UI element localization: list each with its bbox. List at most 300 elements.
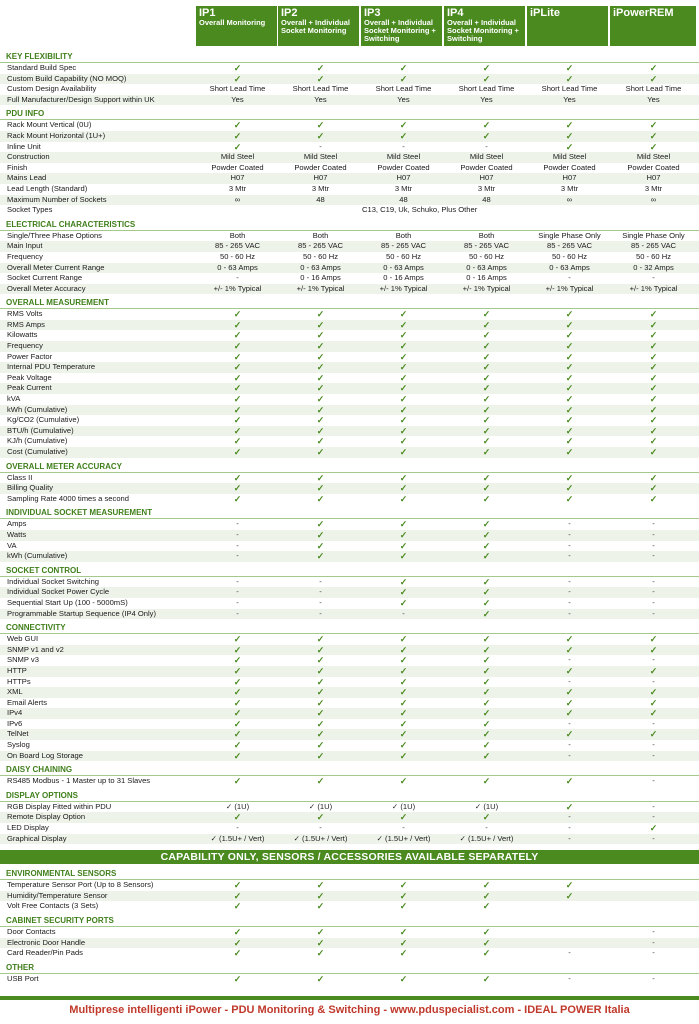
check-icon: ✓ (316, 676, 325, 687)
table-row (0, 330, 699, 341)
check-icon: ✓ (482, 948, 491, 959)
check-icon: ✓ (233, 436, 242, 447)
check-icon: ✓ (316, 472, 325, 483)
check-icon: ✓ (399, 927, 408, 937)
table-cell: H07 (646, 173, 661, 183)
table-row (0, 63, 699, 74)
check-icon: ✓ (233, 319, 242, 330)
check-icon: ✓ (233, 937, 242, 948)
table-cell: - (402, 141, 405, 151)
column-header-iplite (527, 6, 608, 46)
table-cell: Mild Steel (469, 152, 504, 162)
check-icon: ✓ (316, 973, 325, 984)
check-icon: ✓ (482, 362, 491, 373)
check-icon: ✓ (649, 63, 658, 73)
table-cell: - (236, 597, 239, 607)
table-cell: ∞ (566, 194, 573, 204)
check-icon: ✓ (399, 341, 408, 352)
table-row (0, 729, 699, 740)
table-cell: ✓ (1U) (474, 801, 499, 811)
check-icon: ✓ (649, 372, 658, 383)
table-row (0, 812, 699, 823)
check-icon: ✓ (233, 708, 242, 719)
row-label: Syslog (7, 740, 30, 750)
column-name: IP3 (364, 7, 381, 19)
row-label: Rack Mount Horizontal (1U+) (7, 130, 106, 140)
table-row (0, 394, 699, 405)
check-icon: ✓ (233, 697, 242, 708)
check-icon: ✓ (649, 425, 658, 436)
check-icon: ✓ (565, 436, 574, 447)
table-cell: Mild Steel (303, 152, 338, 162)
column-desc: Overall + Individual Socket Monitoring + Switching (364, 18, 436, 43)
footer-text: Multiprese intelligenti iPower - PDU Monitoring & Switching - www.pduspecialist.com - IDEAL POWER Italia (69, 1004, 630, 1016)
check-icon: ✓ (399, 729, 408, 740)
table-cell: 0 - 63 Amps (466, 262, 507, 272)
table-row (0, 231, 699, 242)
table-cell: - (652, 937, 655, 947)
row-label: Cost (Cumulative) (7, 447, 68, 456)
table-row (0, 698, 699, 709)
row-label: kWh (Cumulative) (7, 404, 68, 414)
table-cell: - (485, 141, 488, 151)
table-cell: ✓ (1U) (308, 801, 333, 811)
check-icon: ✓ (565, 73, 574, 84)
table-row (0, 708, 699, 719)
table-cell: C13, C19, Uk, Schuko, Plus Other (362, 205, 478, 215)
column-header-row (0, 0, 699, 48)
check-icon: ✓ (233, 404, 242, 415)
check-icon: ✓ (316, 740, 325, 751)
row-label: Finish (7, 162, 28, 172)
table-row (0, 131, 699, 142)
column-header-ip2 (278, 6, 359, 46)
check-icon: ✓ (399, 372, 408, 383)
table-cell: - (568, 750, 571, 760)
table-cell: 0 - 16 Amps (466, 273, 507, 283)
check-icon: ✓ (316, 655, 325, 666)
table-cell: Yes (314, 94, 327, 104)
table-cell: 50 - 60 Hz (551, 251, 588, 261)
check-icon: ✓ (316, 634, 325, 645)
table-row (0, 362, 699, 373)
table-cell: 50 - 60 Hz (302, 251, 339, 261)
check-icon: ✓ (316, 718, 325, 729)
check-icon: ✓ (482, 529, 491, 540)
check-icon: ✓ (316, 687, 325, 698)
row-label: Rack Mount Vertical (0U) (7, 120, 92, 130)
table-cell: - (652, 608, 655, 618)
check-icon: ✓ (399, 130, 408, 141)
table-cell: Yes (397, 94, 410, 104)
check-icon: ✓ (399, 740, 408, 751)
check-icon: ✓ (233, 130, 242, 141)
check-icon: ✓ (316, 120, 325, 131)
check-icon: ✓ (649, 665, 658, 676)
table-row (0, 719, 699, 730)
check-icon: ✓ (482, 63, 491, 73)
check-icon: ✓ (399, 576, 408, 587)
table-cell: +/- 1% Typical (462, 283, 511, 293)
row-label: kWh (Cumulative) (7, 551, 68, 561)
check-icon: ✓ (316, 341, 325, 352)
table-row (0, 320, 699, 331)
check-icon: ✓ (399, 697, 408, 708)
check-icon: ✓ (482, 415, 491, 426)
check-icon: ✓ (233, 750, 242, 761)
table-row (0, 483, 699, 494)
table-cell: 50 - 60 Hz (385, 251, 422, 261)
row-label: Overall Meter Current Range (7, 262, 105, 272)
check-icon: ✓ (233, 341, 242, 352)
table-cell: - (652, 587, 655, 597)
check-icon: ✓ (316, 890, 325, 901)
row-label: Maximum Number of Sockets (7, 194, 107, 204)
check-icon: ✓ (482, 551, 491, 562)
check-icon: ✓ (565, 120, 574, 131)
check-icon: ✓ (316, 948, 325, 959)
table-cell: - (568, 587, 571, 597)
table-cell: - (652, 597, 655, 607)
check-icon: ✓ (482, 436, 491, 447)
table-cell: - (568, 973, 571, 983)
check-icon: ✓ (399, 447, 408, 457)
table-cell: - (485, 823, 488, 833)
check-icon: ✓ (316, 404, 325, 415)
check-icon: ✓ (399, 776, 408, 787)
table-row (0, 927, 699, 938)
row-label: Door Contacts (7, 927, 56, 936)
table-cell: Powder Coated (543, 162, 596, 172)
check-icon: ✓ (649, 687, 658, 698)
row-label: LED Display (7, 823, 49, 833)
table-row (0, 494, 699, 505)
table-cell: 48 (399, 194, 408, 204)
check-icon: ✓ (649, 644, 658, 655)
check-icon: ✓ (316, 447, 325, 457)
check-icon: ✓ (565, 687, 574, 698)
row-label: Lead Length (Standard) (7, 183, 88, 193)
table-cell: +/- 1% Typical (213, 283, 262, 293)
table-cell: - (568, 551, 571, 561)
check-icon: ✓ (399, 330, 408, 341)
table-row (0, 598, 699, 609)
row-label: SNMP v3 (7, 655, 39, 665)
row-label: Socket Current Range (7, 273, 83, 283)
check-icon: ✓ (316, 697, 325, 708)
table-cell: 3 Mtr (560, 183, 579, 193)
table-cell: 48 (316, 194, 325, 204)
column-header-ipowerrem (610, 6, 696, 46)
table-cell: 3 Mtr (394, 183, 413, 193)
check-icon: ✓ (482, 576, 491, 587)
check-icon: ✓ (565, 141, 574, 152)
table-cell: Powder Coated (627, 162, 680, 172)
check-icon: ✓ (316, 901, 325, 912)
table-cell: Yes (480, 94, 493, 104)
check-icon: ✓ (399, 493, 408, 504)
table-cell: Short Lead Time (458, 84, 515, 94)
table-row (0, 891, 699, 902)
check-icon: ✓ (649, 362, 658, 373)
row-label: KJ/h (Cumulative) (7, 436, 68, 446)
column-header-ip3 (361, 6, 442, 46)
check-icon: ✓ (399, 665, 408, 676)
check-icon: ✓ (316, 330, 325, 341)
row-label: Mains Lead (7, 173, 47, 183)
row-label: SNMP v1 and v2 (7, 644, 64, 654)
row-label: Sampling Rate 4000 times a second (7, 493, 129, 503)
check-icon: ✓ (233, 330, 242, 341)
table-cell: +/- 1% Typical (296, 283, 345, 293)
table-cell: - (236, 551, 239, 561)
check-icon: ✓ (649, 634, 658, 645)
table-cell: - (319, 576, 322, 586)
table-cell: Single Phase Only (538, 230, 601, 240)
table-cell: ✓ (1U) (225, 801, 250, 811)
check-icon: ✓ (399, 750, 408, 761)
check-icon: ✓ (565, 776, 574, 787)
section-heading-overall-meter-accuracy: OVERALL METER ACCURACY (0, 461, 699, 473)
table-cell: - (568, 655, 571, 665)
check-icon: ✓ (316, 750, 325, 761)
column-desc: Overall + Individual Socket Monitoring (281, 18, 350, 35)
check-icon: ✓ (399, 309, 408, 320)
table-cell: - (568, 948, 571, 958)
check-icon: ✓ (482, 404, 491, 415)
check-icon: ✓ (565, 644, 574, 655)
row-label: Kg/CO2 (Cumulative) (7, 415, 80, 425)
row-label: USB Port (7, 973, 39, 983)
check-icon: ✓ (233, 644, 242, 655)
table-cell: - (652, 529, 655, 539)
check-icon: ✓ (649, 447, 658, 457)
check-icon: ✓ (565, 330, 574, 341)
table-row (0, 587, 699, 598)
check-icon: ✓ (233, 665, 242, 676)
check-icon: ✓ (565, 665, 574, 676)
check-icon: ✓ (649, 341, 658, 352)
check-icon: ✓ (649, 436, 658, 447)
check-icon: ✓ (233, 718, 242, 729)
row-label: Internal PDU Temperature (7, 362, 96, 372)
table-cell: - (568, 519, 571, 529)
table-row (0, 352, 699, 363)
check-icon: ✓ (316, 708, 325, 719)
check-icon: ✓ (316, 483, 325, 494)
check-icon: ✓ (399, 687, 408, 698)
row-label: RMS Amps (7, 319, 45, 329)
table-row (0, 541, 699, 552)
check-icon: ✓ (565, 472, 574, 483)
table-row (0, 938, 699, 949)
check-icon: ✓ (233, 927, 242, 937)
row-label: IPv6 (7, 718, 23, 728)
table-cell: Mild Steel (552, 152, 587, 162)
table-cell: - (236, 529, 239, 539)
check-icon: ✓ (482, 729, 491, 740)
check-icon: ✓ (399, 415, 408, 426)
table-cell: Short Lead Time (625, 84, 682, 94)
check-icon: ✓ (565, 372, 574, 383)
check-icon: ✓ (482, 927, 491, 937)
table-cell: 48 (482, 194, 491, 204)
table-cell: 0 - 32 Amps (633, 262, 674, 272)
table-cell: - (319, 141, 322, 151)
table-row (0, 341, 699, 352)
check-icon: ✓ (233, 493, 242, 504)
check-icon: ✓ (233, 776, 242, 787)
check-icon: ✓ (482, 776, 491, 787)
row-label: Custom Design Availability (7, 84, 97, 94)
table-row (0, 666, 699, 677)
table-cell: - (236, 587, 239, 597)
table-row (0, 687, 699, 698)
check-icon: ✓ (649, 483, 658, 494)
table-row (0, 519, 699, 530)
check-icon: ✓ (649, 309, 658, 320)
table-cell: - (652, 740, 655, 750)
table-cell: 0 - 16 Amps (300, 273, 341, 283)
check-icon: ✓ (565, 880, 574, 891)
check-icon: ✓ (482, 890, 491, 901)
row-label: RGB Display Fitted within PDU (7, 801, 112, 811)
table-cell: 85 - 265 VAC (463, 241, 510, 251)
table-cell: 0 - 63 Amps (549, 262, 590, 272)
row-label: Card Reader/Pin Pads (7, 948, 83, 958)
check-icon: ✓ (565, 483, 574, 494)
table-cell: Yes (563, 94, 576, 104)
check-icon: ✓ (399, 948, 408, 959)
row-label: Email Alerts (7, 697, 48, 707)
table-row (0, 95, 699, 106)
column-name: iPowerREM (613, 7, 674, 19)
table-row (0, 645, 699, 656)
row-label: RMS Volts (7, 309, 43, 319)
row-label: Sequential Start Up (100 - 5000mS) (7, 597, 128, 607)
table-cell: 85 - 265 VAC (297, 241, 344, 251)
table-row (0, 473, 699, 484)
check-icon: ✓ (565, 63, 574, 73)
check-icon: ✓ (316, 319, 325, 330)
check-icon: ✓ (399, 404, 408, 415)
check-icon: ✓ (233, 447, 242, 457)
check-icon: ✓ (399, 362, 408, 373)
check-icon: ✓ (482, 394, 491, 405)
section-heading-overall-measurement: OVERALL MEASUREMENT (0, 297, 699, 309)
check-icon: ✓ (482, 493, 491, 504)
check-icon: ✓ (565, 493, 574, 504)
check-icon: ✓ (649, 415, 658, 426)
table-row (0, 823, 699, 834)
check-icon: ✓ (649, 73, 658, 84)
check-icon: ✓ (316, 372, 325, 383)
table-cell: - (402, 823, 405, 833)
check-icon: ✓ (649, 351, 658, 362)
check-icon: ✓ (316, 493, 325, 504)
column-name: IP1 (199, 7, 216, 19)
check-icon: ✓ (316, 729, 325, 740)
check-icon: ✓ (649, 493, 658, 504)
check-icon: ✓ (482, 676, 491, 687)
check-icon: ✓ (233, 890, 242, 901)
check-icon: ✓ (482, 655, 491, 666)
row-label: Individual Socket Power Cycle (7, 587, 110, 597)
check-icon: ✓ (233, 351, 242, 362)
table-row (0, 84, 699, 95)
check-icon: ✓ (316, 63, 325, 73)
check-icon: ✓ (233, 687, 242, 698)
table-row (0, 273, 699, 284)
check-icon: ✓ (233, 425, 242, 436)
table-row (0, 609, 699, 620)
check-icon: ✓ (399, 540, 408, 551)
check-icon: ✓ (482, 383, 491, 394)
row-label: Electronic Door Handle (7, 937, 86, 947)
check-icon: ✓ (649, 404, 658, 415)
check-icon: ✓ (233, 394, 242, 405)
row-label: XML (7, 687, 23, 697)
table-row (0, 142, 699, 153)
table-cell: - (568, 718, 571, 728)
row-label: Billing Quality (7, 483, 54, 493)
check-icon: ✓ (482, 319, 491, 330)
table-cell: 50 - 60 Hz (468, 251, 505, 261)
table-cell: 3 Mtr (477, 183, 496, 193)
check-icon: ✓ (399, 890, 408, 901)
row-label: Socket Types (7, 205, 53, 215)
table-row (0, 152, 699, 163)
check-icon: ✓ (233, 740, 242, 751)
check-icon: ✓ (399, 73, 408, 84)
column-name: IP4 (447, 7, 464, 19)
table-cell: - (652, 750, 655, 760)
table-cell: - (568, 823, 571, 833)
check-icon: ✓ (565, 425, 574, 436)
table-cell: Powder Coated (460, 162, 513, 172)
check-icon: ✓ (233, 63, 242, 73)
table-cell: - (652, 519, 655, 529)
section-heading-individual-socket-measurement: INDIVIDUAL SOCKET MEASUREMENT (0, 507, 699, 519)
check-icon: ✓ (482, 73, 491, 84)
table-row (0, 776, 699, 787)
row-label: Custom Build Capability (NO MOQ) (7, 73, 127, 83)
row-label: Individual Socket Switching (7, 576, 100, 586)
check-icon: ✓ (482, 880, 491, 891)
check-icon: ✓ (565, 309, 574, 320)
check-icon: ✓ (233, 948, 242, 959)
check-icon: ✓ (233, 120, 242, 131)
table-cell: - (319, 823, 322, 833)
row-label: VA (7, 540, 17, 550)
check-icon: ✓ (482, 351, 491, 362)
check-icon: ✓ (316, 551, 325, 562)
check-icon: ✓ (399, 551, 408, 562)
table-cell: Short Lead Time (292, 84, 349, 94)
check-icon: ✓ (399, 973, 408, 984)
row-label: Construction (7, 152, 50, 162)
check-icon: ✓ (649, 330, 658, 341)
table-cell: - (236, 273, 239, 283)
row-label: Frequency (7, 251, 43, 261)
check-icon: ✓ (399, 901, 408, 912)
check-icon: ✓ (316, 309, 325, 320)
row-label: Graphical Display (7, 833, 67, 843)
table-cell: - (236, 540, 239, 550)
table-cell: - (402, 608, 405, 618)
table-cell: - (652, 655, 655, 665)
row-label: Humidity/Temperature Sensor (7, 890, 108, 900)
